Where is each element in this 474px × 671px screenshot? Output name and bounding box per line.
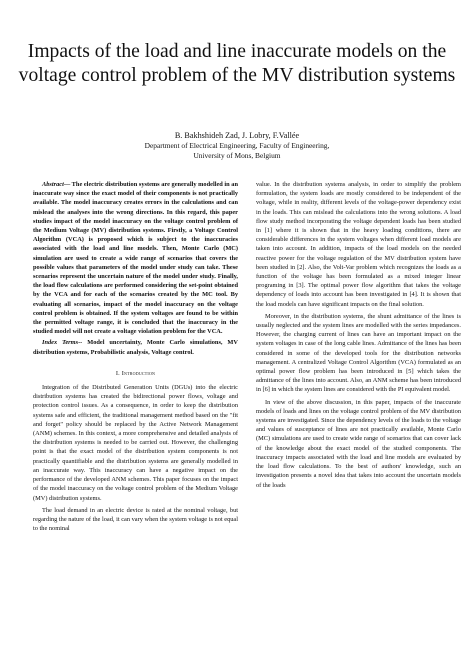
intro-paragraph-2: The load demand in an electric device is rated at the nominal voltage, but regarding the nature of the load, it can vary when the system voltage is not equal to the nominal bbox=[33, 506, 238, 533]
abstract bbox=[33, 180, 238, 336]
right-paragraph-2: Moreover, in the distribution systems, the shunt admittance of the lines is usually neglected and the system lines are modelled with the series impedances. However, the charging current of lines can have an important impact on the system voltages in case of the long cable lines. Admittance of the lines has been considered in some of the developed tools for the distribution networks management. A centralized Voltage Control Algorithm (VCA) formulated as an optimal power flow problem has been introduced in [5] which takes the admittance of the lines into account. Also, an ANM scheme has been introduced in [6] in which the system lines are considered with the PI equivalent model. bbox=[256, 312, 461, 394]
right-paragraph-1: value. In the distribution systems analysis, in order to simplify the problem formulation, the system loads are mostly considered to be independent of the voltage, while in reality, different levels of the voltage-power dependency exist in the loads. This can mislead the calculations into the wrong solutions. A load flow study method incorporating the voltage dependent loads has been studied in [1] where it is shown that in the heavy loading conditions, there are considerable differences in the system voltages when different load models are taken into account. In addition, impacts of the load models on the needed reactive power for the voltage regulation of the MV distribution system have been studied in [2]. Also, the Volt-Var problem which recognizes the loads as a function of the voltage has been formulated as a mixed integer linear programing in [3]. The optimal power flow algorithm that takes the voltage dependency of loads into account has been investigated in [4]. It is shown that the load models can have significant impacts on the final solution. bbox=[256, 181, 461, 308]
paper-title: Impacts of the load and line inaccurate models on the voltage control problem of the MV distribution systems bbox=[18, 41, 456, 86]
affiliation-line-1: Department of Electrical Engineering, Faculty of Engineering, bbox=[144, 141, 330, 150]
index-terms-text: -- Model uncertainty, Monte Carlo simulations, MV distribution systems, Probabilistic analysis, Voltage control. bbox=[33, 339, 238, 356]
abstract-text: — The electric distribution systems are generally modelled in an inaccurate way since the exact model of their components is not practically available. The model inaccuracy creates errors in the calculations and can mislead the analyses into the wrong directions. In this regard, this paper studies impact of the model inaccuracy on the voltage control problem of the Medium Voltage (MV) distribution systems. Firstly, a Voltage Control Algorithm (VCA) is proposed which is subject to the inaccuracies associated with the load and line models. Then, Monte Carlo (MC) simulation are used to create a wide range of scenarios that covers the possible values that parameters of the model under study can take. These scenarios represent the uncertain nature of the model under study. Finally, the load flow calculations are performed considering the set-point obtained by the VCA and for each of the scenarios created by the MC tool. By evaluating all scenarios, impact of the model inaccuracy on the voltage control problem is obtained. If the system voltages are found to be within the permitted voltage range, it is concluded that the inaccuracy in the studied model will not create a voltage violation problem for the VCA. bbox=[33, 181, 238, 336]
right-paragraph-3: In view of the above discussion, in this paper, impacts of the inaccurate models of loads and lines on the voltage control problem of the MV distribution systems are investigated. Since the dependency levels of the loads to the voltage and values of susceptance of lines are not practically available, Monte Carlo (MC) simulations are used to create wide range of scenarios that can cover lack of the knowledge about the exact model of the studied components. The inaccuracy impacts associated with the load and line models are evaluated by the load flow calculations. To the best of authors' knowledge, such an investigation presents a novel idea that takes into account the uncertain models of the loads bbox=[256, 398, 461, 489]
left-column bbox=[33, 180, 238, 533]
index-terms bbox=[33, 338, 238, 356]
intro-paragraph-1: Integration of the Distributed Generation Units (DGUs) into the electric distribution systems has created the bidirectional power flows, voltage and protection control issues. As a consequence, in order to keep the distribution systems safe and efficient, the traditional management method based on the "fit and forget" policy should be replaced by the Active Network Management (ANM) schemes. In this context, a more comprehensive and detailed analysis of the distribution systems is needed to be carried out. However, the challenging point is that the exact model of the distribution system components is not practically quantifiable and the distribution systems are generally modelled in an inaccurate way. This inaccuracy can have a negative impact on the performance of the developed ANM schemes. This paper focuses on the impact of the model inaccuracy on the voltage control problem of the Medium Voltage (MV) distribution systems. bbox=[33, 384, 238, 502]
abstract-label: Abstract bbox=[42, 181, 64, 188]
author-block bbox=[0, 130, 474, 161]
right-column bbox=[256, 180, 461, 490]
section-heading-introduction: I. Introduction bbox=[115, 369, 156, 377]
author-names: B. Bakhshideh Zad, J. Lobry, F.Vallée bbox=[174, 131, 300, 140]
index-terms-label: Index Terms bbox=[42, 339, 79, 347]
affiliation-line-2: University of Mons, Belgium bbox=[193, 151, 281, 160]
